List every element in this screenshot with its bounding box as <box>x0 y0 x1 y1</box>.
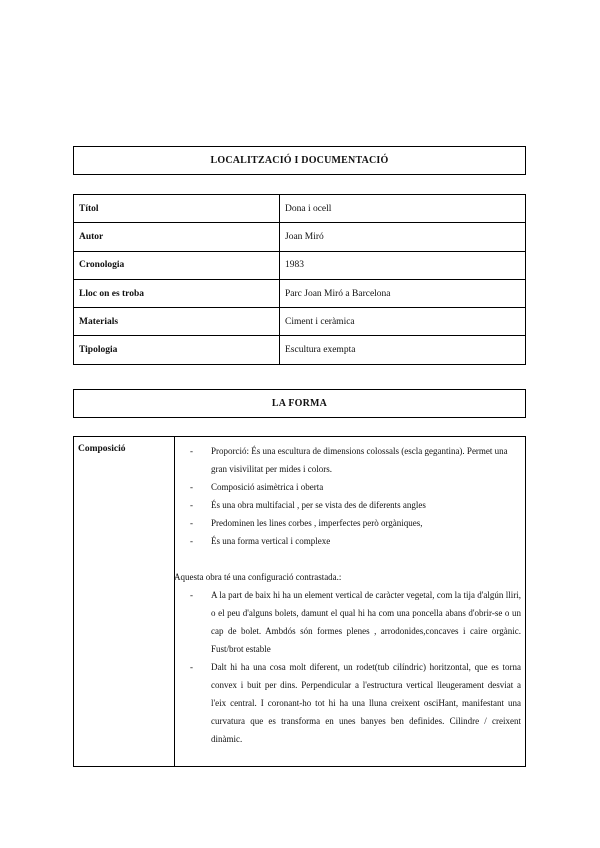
row-key: Lloc on es troba <box>74 279 280 307</box>
row-key: Cronologia <box>74 251 280 279</box>
row-key: Tipologia <box>74 336 280 364</box>
bullet-dash: - <box>190 536 193 546</box>
table-row <box>74 223 526 251</box>
list-item: Predominen les lines corbes , imperfectes però orgàniques, <box>211 518 423 528</box>
list-item: Proporció: És una escultura de dimensions colossals (escla gegantina). Permet una gran visivilitat per mides i colors. <box>211 446 508 474</box>
bullet-dash: - <box>190 482 193 492</box>
composicio-label: Composició <box>78 444 126 454</box>
row-value: Dona i ocell <box>280 195 526 223</box>
list-item: És una forma vertical i complexe <box>211 536 331 546</box>
row-value: Ciment i ceràmica <box>280 308 526 336</box>
paragraph: Aquesta obra té una configuració contrastada.: <box>174 572 342 582</box>
table-row <box>74 308 526 336</box>
table-row <box>74 279 526 307</box>
bullet-dash: - <box>190 518 193 528</box>
section-title: LOCALITZACIÓ I DOCUMENTACIÓ <box>210 155 389 166</box>
list-item: Composició asimètrica i oberta <box>211 482 324 492</box>
section-header-la-forma <box>73 389 526 418</box>
row-key: Autor <box>74 223 280 251</box>
bullet-dash: - <box>190 590 193 600</box>
table-row <box>74 195 526 223</box>
section-header-localitzacio <box>73 146 526 175</box>
list-item: És una obra multifacial , per se vista des de diferents angles <box>211 500 426 510</box>
bullet-dash: - <box>190 662 193 672</box>
detail-item: Dalt hi ha una cosa molt diferent, un rodet(tub cilíndric) horitzontal, que es torna convex i buit per dins. Perpendicular a l'estructura vertical lleugerament desviat a l'eix central. I coronant-ho tot hi ha una lluna creixent osciHant, manifestant una curvatura que es transforma en unes banyes ben definides. Cilindre / creixent dinàmic. <box>211 662 521 744</box>
row-key: Títol <box>74 195 280 223</box>
column-divider <box>174 437 175 766</box>
section-title: LA FORMA <box>271 398 328 409</box>
row-value: Joan Miró <box>280 223 526 251</box>
detail-item: A la part de baix hi ha un element vertical de caràcter vegetal, com la tija d'algún lliri, o el peu d'alguns bolets, damunt el qual hi ha com una poncella abans d'obrir-se o un cap de bolet. Ambdós són formes plenes , arrodonides,concaves i caire orgànic. Fust/brot estable <box>211 590 521 654</box>
row-key: Materials <box>74 308 280 336</box>
bullet-dash: - <box>190 446 193 456</box>
table-row <box>74 251 526 279</box>
info-table <box>73 194 526 365</box>
composicio-box <box>73 436 526 767</box>
row-value: 1983 <box>280 251 526 279</box>
row-value: Escultura exempta <box>280 336 526 364</box>
row-value: Parc Joan Miró a Barcelona <box>280 279 526 307</box>
table-row <box>74 336 526 364</box>
bullet-dash: - <box>190 500 193 510</box>
